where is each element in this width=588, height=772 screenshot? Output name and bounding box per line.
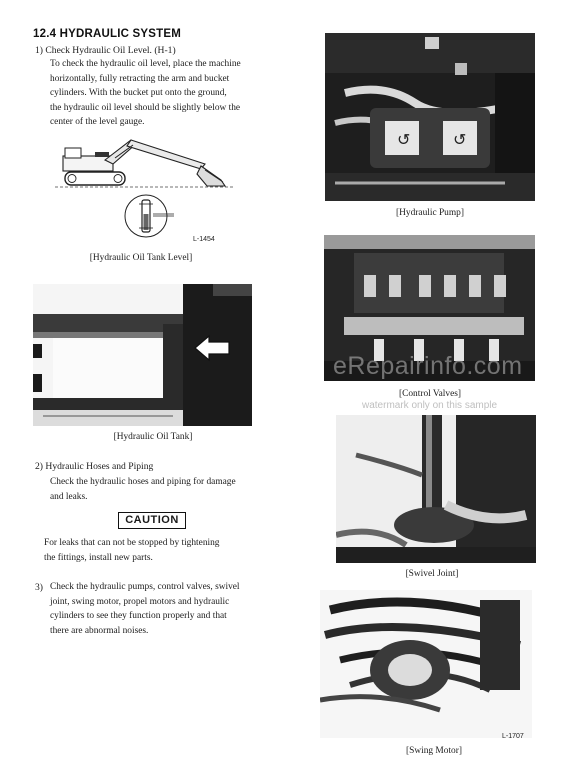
item2-body: [50, 475, 278, 504]
item1-line: cylinders. With the bucket put onto the ground,: [50, 88, 227, 99]
item2-title: 2) Hydraulic Hoses and Piping: [35, 461, 154, 472]
item2-line: and leaks.: [50, 491, 88, 502]
item1-line: To check the hydraulic oil level, place the machine: [50, 59, 241, 69]
photo-caption-pump: [Hydraulic Pump]: [396, 208, 464, 218]
section-heading: 12.4 HYDRAULIC SYSTEM: [33, 28, 181, 40]
figure-code-swing-motor: L-1707: [502, 733, 524, 740]
item3-line: Check the hydraulic pumps, control valves, swivel: [50, 582, 240, 592]
swing-motor-photo: [320, 590, 532, 738]
photo-caption-swivel: [Swivel Joint]: [405, 569, 459, 579]
watermark-note: watermark only on this sample: [362, 400, 498, 411]
photo-caption-valves: [Control Valves]: [398, 389, 462, 399]
item1-line: center of the level gauge.: [50, 117, 145, 128]
item3-line: cylinders to see they function properly and that: [50, 611, 227, 622]
svg-text:↺: ↺: [397, 132, 411, 149]
swivel-joint-photo: [336, 415, 536, 563]
excavator-illustration: [55, 134, 235, 190]
caution-line: For leaks that can not be stopped by tightening: [44, 538, 220, 548]
item1-body: [50, 57, 278, 130]
svg-text:↺: ↺: [453, 132, 467, 149]
item3-number: 3): [35, 582, 43, 593]
hydraulic-oil-tank-photo: [33, 284, 252, 426]
item1-line: the hydraulic oil level should be slightly below the: [50, 102, 241, 113]
item3-line: joint, swing motor, propel motors and hydraulic: [50, 596, 230, 607]
item1-title: 1) Check Hydraulic Oil Level. (H-1): [35, 45, 176, 56]
item3-line: there are abnormal noises.: [50, 625, 149, 636]
figure-caption-oil-level: [Hydraulic Oil Tank Level]: [89, 253, 193, 263]
photo-caption-oil-tank: [Hydraulic Oil Tank]: [113, 432, 193, 442]
item1-line: horizontally, fully retracting the arm and bucket: [50, 73, 230, 84]
hydraulic-pump-photo: [325, 33, 535, 201]
figure-code: L-1454: [193, 236, 215, 243]
watermark-text: eRepairinfo.com: [333, 352, 523, 380]
item3-body: [50, 580, 278, 638]
caution-line: the fittings, install new parts.: [44, 552, 153, 563]
caution-label: CAUTION: [118, 512, 186, 529]
oil-level-gauge-illustration: [122, 192, 192, 242]
photo-caption-swing-motor: [Swing Motor]: [406, 746, 462, 756]
item2-line: Check the hydraulic hoses and piping for damage: [50, 477, 236, 487]
caution-body: [44, 536, 266, 565]
